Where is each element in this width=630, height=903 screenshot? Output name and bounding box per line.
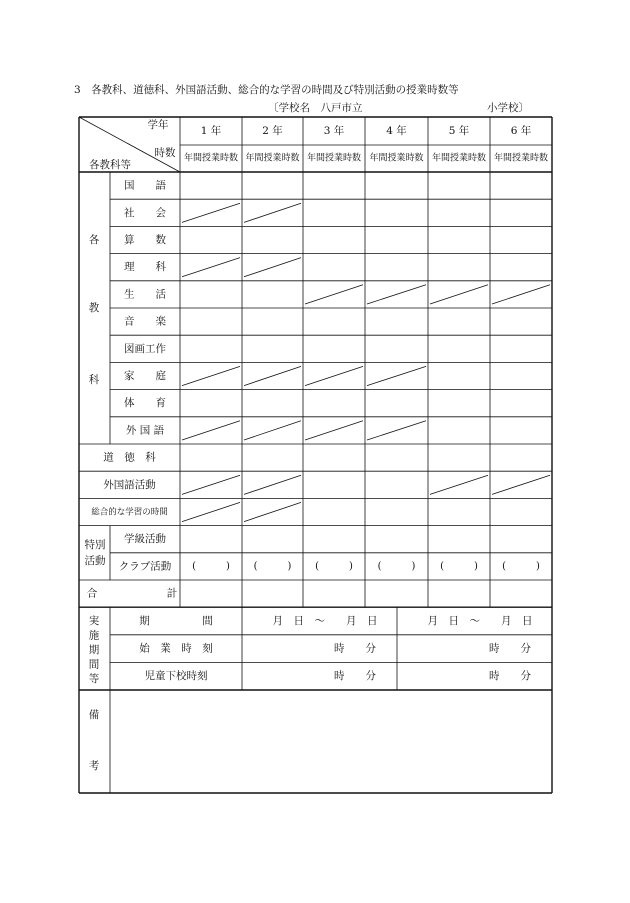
integrated-study-label: 総合的な学習の時間 — [91, 507, 168, 518]
form-heading: 3 各教科、道徳科、外国語活動、総合的な学習の時間及び特別活動の授業時数等 — [74, 84, 459, 96]
school-name-label: 〔学校名 八戸市立 — [268, 102, 363, 114]
not-applicable-diagonal — [305, 366, 363, 385]
not-applicable-diagonal — [305, 421, 363, 440]
not-applicable-diagonal — [367, 366, 426, 385]
period-value-term2: 月 日 ～ 月 日 — [427, 615, 533, 627]
subject-name-2: 社 会 — [124, 206, 166, 219]
not-applicable-diagonal — [182, 203, 240, 222]
period-group-char: 期 — [88, 644, 100, 657]
remarks-char: 考 — [88, 760, 100, 772]
period-row-label-3: 児童下校時刻 — [144, 670, 208, 683]
grade-4-header: 4 年 — [386, 125, 407, 137]
subject-name-1: 国 語 — [124, 179, 166, 192]
period-row-label-1: 期 間 — [139, 615, 213, 627]
annual-hours-label: 年間授業時数 — [306, 153, 362, 164]
not-applicable-diagonal — [182, 366, 240, 385]
subject-group-char: 各 — [88, 234, 100, 246]
school-suffix-label: 小学校〕 — [487, 102, 529, 114]
grade-header-label: 学年 — [147, 119, 169, 131]
grade-6-header: 6 年 — [510, 125, 532, 137]
annual-hours-label: 年間授業時数 — [493, 153, 549, 164]
subject-name-5: 生 活 — [124, 288, 166, 301]
subject-name-6: 音 楽 — [124, 315, 166, 328]
annual-hours-label: 年間授業時数 — [369, 153, 424, 164]
not-applicable-diagonal — [244, 475, 301, 494]
grade-1-header: 1 年 — [200, 125, 222, 137]
annual-hours-label: 年間授業時数 — [183, 153, 239, 164]
not-applicable-diagonal — [367, 285, 426, 304]
hours-header-label: 時数 — [154, 147, 176, 159]
club-hours-paren: ( ) — [502, 560, 540, 572]
not-applicable-diagonal — [182, 502, 240, 521]
subject-name-7: 図画工作 — [124, 342, 166, 355]
period-value-term1: 時 分 — [334, 642, 376, 655]
subject-group-char: 科 — [88, 374, 100, 386]
not-applicable-diagonal — [430, 475, 488, 494]
annual-hours-label: 年間授業時数 — [245, 153, 300, 164]
not-applicable-diagonal — [244, 203, 301, 222]
not-applicable-diagonal — [492, 475, 550, 494]
not-applicable-diagonal — [305, 285, 363, 304]
foreign-activity-label: 外国語活動 — [103, 478, 156, 491]
moral-label: 道 徳 科 — [103, 451, 156, 464]
remarks-char: 備 — [88, 709, 100, 721]
club-hours-paren: ( ) — [440, 560, 478, 572]
club-hours-paren: ( ) — [315, 560, 353, 572]
subject-name-8: 家 庭 — [124, 370, 166, 382]
not-applicable-diagonal — [244, 421, 301, 440]
period-value-term1: 月 日 ～ 月 日 — [272, 615, 378, 627]
period-group-char: 施 — [88, 629, 100, 642]
annual-hours-label: 年間授業時数 — [431, 153, 487, 164]
period-value-term2: 時 分 — [489, 670, 531, 683]
club-hours-paren: ( ) — [192, 560, 230, 572]
subject-name-3: 算 数 — [124, 234, 166, 246]
period-row-label-2: 始 業 時 刻 — [139, 642, 213, 655]
subject-name-9: 体 育 — [124, 397, 166, 410]
club-hours-paren: ( ) — [377, 560, 416, 572]
special-group-label: 活動 — [84, 554, 106, 567]
period-group-char: 実 — [88, 615, 100, 628]
not-applicable-diagonal — [182, 475, 240, 494]
not-applicable-diagonal — [182, 258, 240, 277]
not-applicable-diagonal — [430, 285, 488, 304]
special-group-label: 特別 — [84, 538, 106, 551]
not-applicable-diagonal — [244, 258, 301, 277]
period-group-char: 等 — [88, 673, 100, 686]
not-applicable-diagonal — [182, 421, 240, 440]
not-applicable-diagonal — [492, 285, 550, 304]
not-applicable-diagonal — [367, 421, 426, 440]
subject-group-char: 教 — [88, 302, 100, 314]
grade-2-header: 2 年 — [262, 125, 283, 137]
club-activity-label: クラブ活動 — [118, 560, 172, 573]
total-label-left: 合 — [86, 587, 98, 600]
total-label-right: 計 — [166, 587, 178, 600]
club-hours-paren: ( ) — [253, 560, 292, 572]
period-value-term2: 時 分 — [489, 642, 531, 655]
period-value-term1: 時 分 — [334, 670, 376, 683]
grade-5-header: 5 年 — [448, 125, 470, 137]
not-applicable-diagonal — [244, 502, 301, 521]
not-applicable-diagonal — [244, 366, 301, 385]
grade-3-header: 3 年 — [323, 125, 345, 137]
period-group-char: 間 — [88, 658, 100, 671]
class-activity-label: 学級活動 — [124, 533, 166, 546]
subject-name-10: 外 国 語 — [125, 424, 165, 437]
subject-header-label: 各教科等 — [89, 159, 131, 171]
subject-name-4: 理 科 — [124, 261, 166, 274]
